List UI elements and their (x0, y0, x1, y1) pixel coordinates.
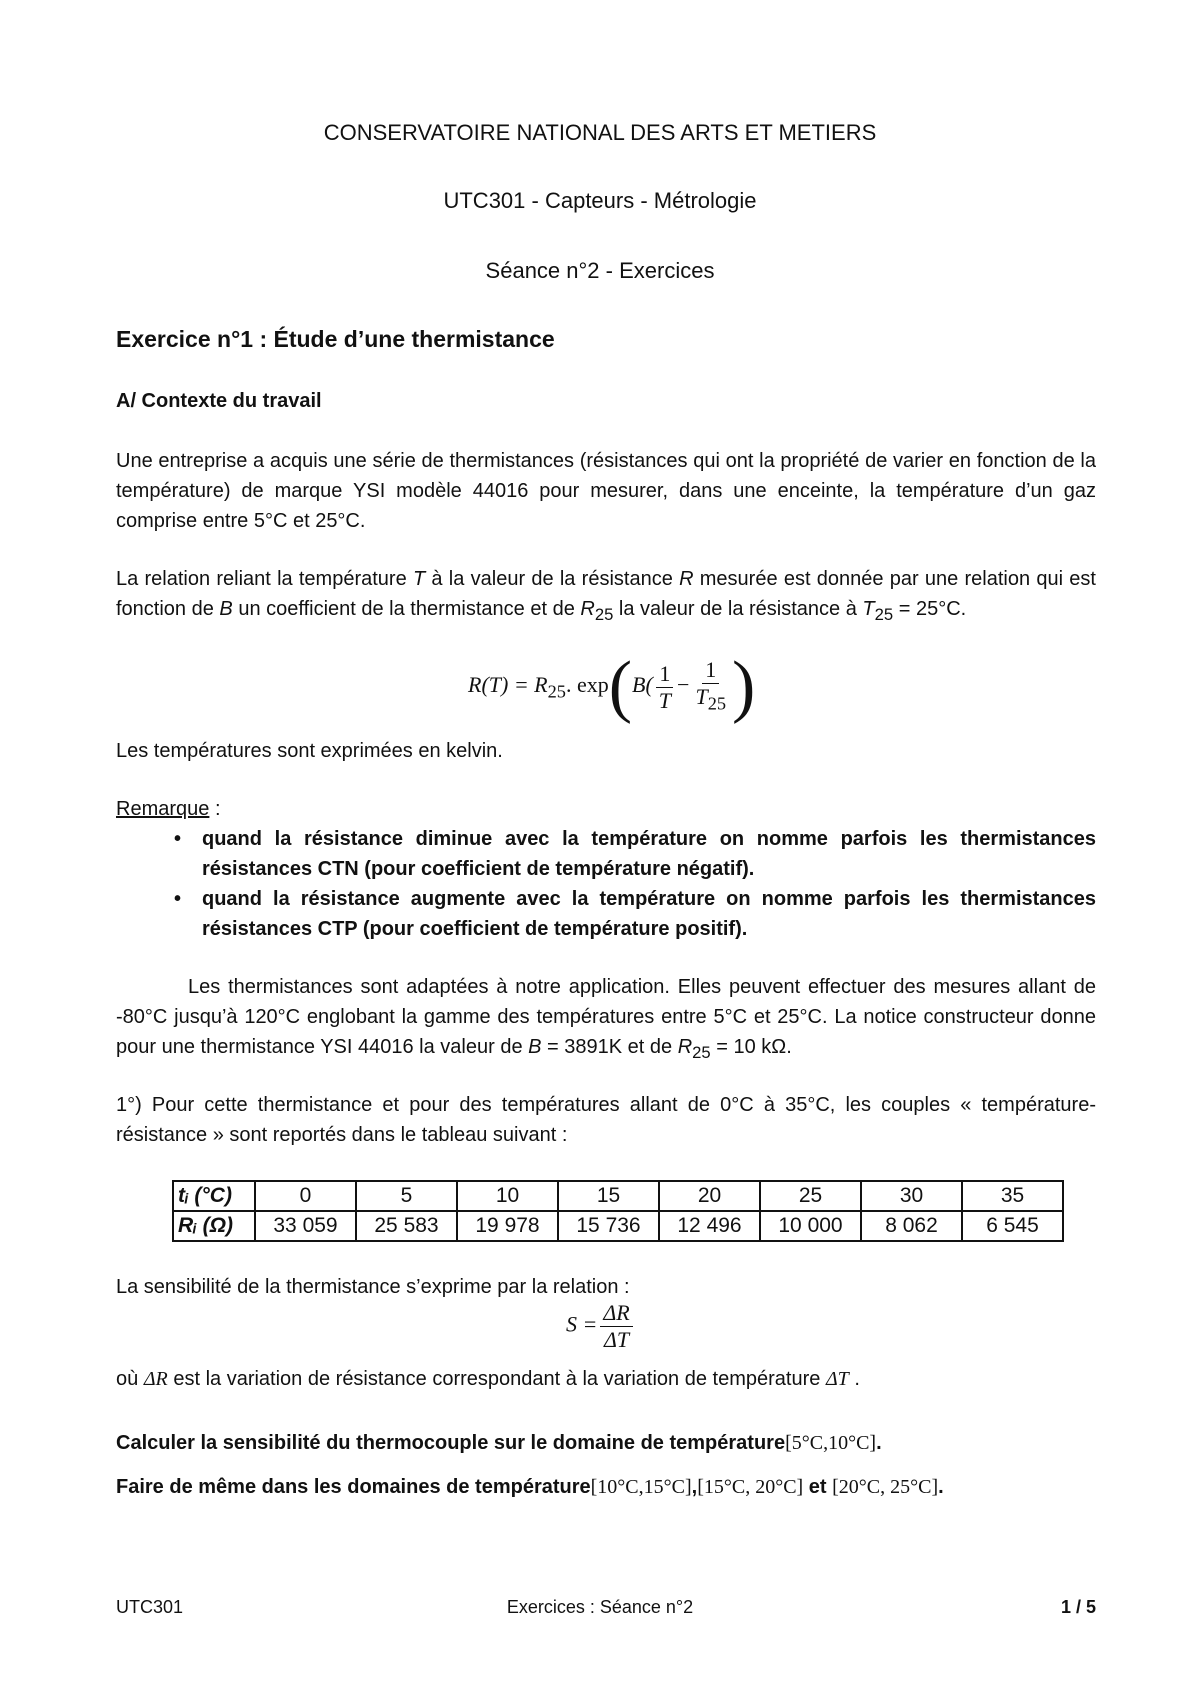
paragraph-context: Une entreprise a acquis une série de thermistances (résistances qui ont la propriété de varier en fonction de la température) de marque YSI modèle 44016 pour mesurer, dans une enceinte, la température d’un gaz comprise entre 5°C et 25°C. (116, 450, 1096, 532)
table-cell: 15 736 (558, 1211, 659, 1241)
paragraph-application: Les thermistances sont adaptées à notre application. Elles peuvent effectuer des mesures allant de -80°C jusqu’à 120°C englobant la gamme des températures entre 5°C et 25°C. La notice constructeur donne pour une thermistance YSI 44016 la valeur de B = 3891K et de $R_{25} = 10$ kΩ. (116, 976, 1096, 1062)
paragraph-delta: où ΔR est la variation de résistance correspondant à la variation de température ΔT . (116, 1368, 860, 1390)
session-title: Séance n°2 - Exercices (485, 258, 715, 283)
table-cell: 10 000 (760, 1211, 861, 1241)
table-cell: 6 545 (962, 1211, 1063, 1241)
table-row (173, 1181, 1063, 1211)
institution-title: CONSERVATOIRE NATIONAL DES ARTS ET METIERS (323, 120, 877, 145)
row-label-resistance: Rᵢ (Ω) (173, 1211, 255, 1241)
list-item: • quand la résistance augmente avec la température on nomme parfois les thermistances résistances CTP (pour coefficient de température positif). (174, 888, 1096, 940)
table-cell: 8 062 (861, 1211, 962, 1241)
temperature-resistance-table (172, 1180, 1064, 1242)
footer-title: Exercices : Séance n°2 (506, 1597, 694, 1617)
paragraph-sensitivity: La sensibilité de la thermistance s’exprime par la relation : (116, 1276, 630, 1298)
footer-course: UTC301 (116, 1597, 184, 1617)
table-cell: 5 (356, 1181, 457, 1211)
table-cell: 12 496 (659, 1211, 760, 1241)
section-a-heading: A/ Contexte du travail (116, 390, 322, 412)
thermistance-formula: $R(T) = R_{25}$. exp(B( $\frac{1}{T}$ − $\frac{1}{T_{25}}$ ) (468, 648, 756, 725)
table-cell: 30 (861, 1181, 962, 1211)
exercise-title: Exercice n°1 : Étude d’une thermistance (116, 326, 555, 352)
table-cell: 0 (255, 1181, 356, 1211)
paragraph-kelvin: Les températures sont exprimées en kelvin. (116, 740, 503, 762)
question-range-2: Faire de même dans les domaines de température[10°C,15°C],[15°C, 20°C] et [20°C, 25°C]. (116, 1476, 944, 1498)
question-1: 1°) Pour cette thermistance et pour des températures allant de 0°C à 35°C, les couples « température-résistance » sont reportés dans le tableau suivant : (116, 1094, 1096, 1146)
table-cell: 10 (457, 1181, 558, 1211)
row-label-temperature: tᵢ (°C) (173, 1181, 255, 1211)
table-cell: 35 (962, 1181, 1063, 1211)
page-number: 1 / 5 (1060, 1597, 1096, 1617)
table-cell: 19 978 (457, 1211, 558, 1241)
table-cell: 15 (558, 1181, 659, 1211)
table-cell: 25 583 (356, 1211, 457, 1241)
paragraph-relation: La relation reliant la température T à la valeur de la résistance R mesurée est donnée par une relation qui est fonction de B un coefficient de la thermistance et de $R_{25}$ la valeur de la résistance à $T_{25} = 25^\circ C$. (116, 568, 1096, 624)
table-cell: 20 (659, 1181, 760, 1211)
list-item: • quand la résistance diminue avec la température on nomme parfois les thermistances résistances CTN (pour coefficient de température négatif). (174, 828, 1096, 880)
course-title: UTC301 - Capteurs - Métrologie (443, 188, 757, 213)
remark-list (170, 824, 1096, 944)
remark-heading: Remarque : (116, 798, 221, 820)
question-range-1: Calculer la sensibilité du thermocouple sur le domaine de température[5°C,10°C]. (116, 1432, 882, 1454)
sensitivity-formula: S = $\frac{\Delta R}{\Delta T}$ (566, 1300, 636, 1353)
table-cell: 33 059 (255, 1211, 356, 1241)
table-cell: 25 (760, 1181, 861, 1211)
table-row (173, 1211, 1063, 1241)
